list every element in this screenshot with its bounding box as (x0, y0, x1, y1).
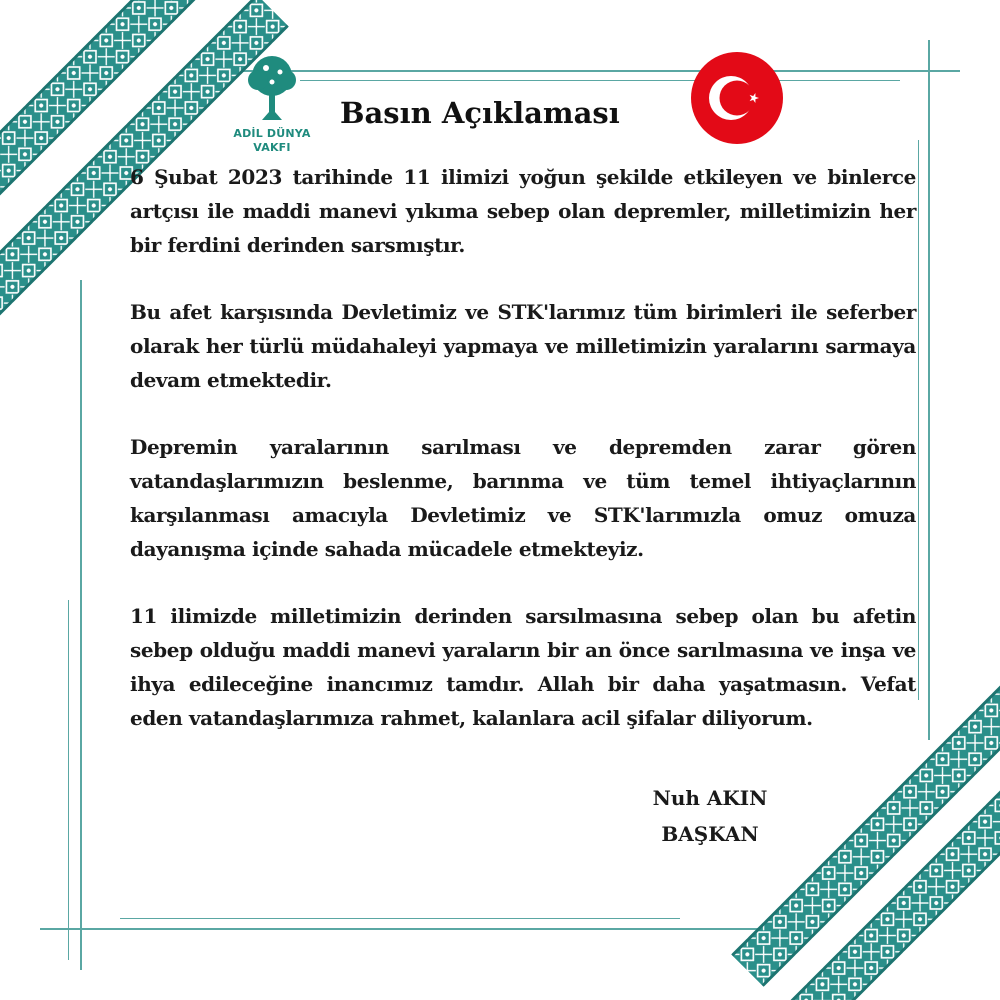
turkish-flag-icon (691, 52, 783, 144)
tree-crescent-logo-icon (222, 46, 322, 138)
frame-line-left-inner (68, 600, 69, 960)
frame-line-top (210, 70, 960, 72)
signer-role: BAŞKAN (661, 822, 759, 846)
paragraph: Bu afet karşısında Devletimiz ve STK'larımız tüm birimleri ile seferber olarak her türlü müdahaleyi yapmaya ve milletimizin yaralarını sarmaya devam etmektedir. (130, 300, 916, 392)
frame-line-right-inner (918, 140, 919, 700)
paragraph: 11 ilimizde milletimizin derinden sarsılmasına sebep olan bu afetin sebep olduğu maddi manevi yaraların bir an önce sarılmasına ve inşa ve ihya edileceğine inancımız tamdır. Allah bir daha yaşatmasın. Vefat eden vatandaşlarımıza rahmet, kalanlara acil şifalar diliyorum. (130, 604, 916, 730)
frame-line-right (928, 40, 930, 740)
logo-name-line2: VAKFI (253, 141, 291, 154)
signature-block (620, 780, 800, 852)
paragraph: 6 Şubat 2023 tarihinde 11 ilimizi yoğun şekilde etkileyen ve binlerce artçısı ile maddi manevi yıkıma sebep olan depremler, milletimizin her bir ferdini derinden sarsmıştır. (130, 165, 916, 257)
frame-line-top-inner (300, 80, 900, 81)
frame-line-bottom (40, 928, 760, 930)
press-release-body (130, 160, 916, 768)
page-title: Basın Açıklaması (340, 96, 620, 130)
frame-line-bottom-inner (120, 918, 680, 919)
frame-line-left (80, 280, 82, 970)
paragraph: Depremin yaralarının sarılması ve depremden zarar gören vatandaşlarımızın beslenme, barınma ve tüm temel ihtiyaçlarının karşılanması amacıyla Devletimiz ve STK'larımızla omuz omuza dayanışma içinde sahada mücadele etmekteyiz. (130, 435, 916, 561)
foundation-logo (222, 46, 322, 170)
logo-name-line1: ADİL DÜNYA (233, 127, 311, 140)
signer-name: Nuh AKIN (652, 786, 768, 810)
